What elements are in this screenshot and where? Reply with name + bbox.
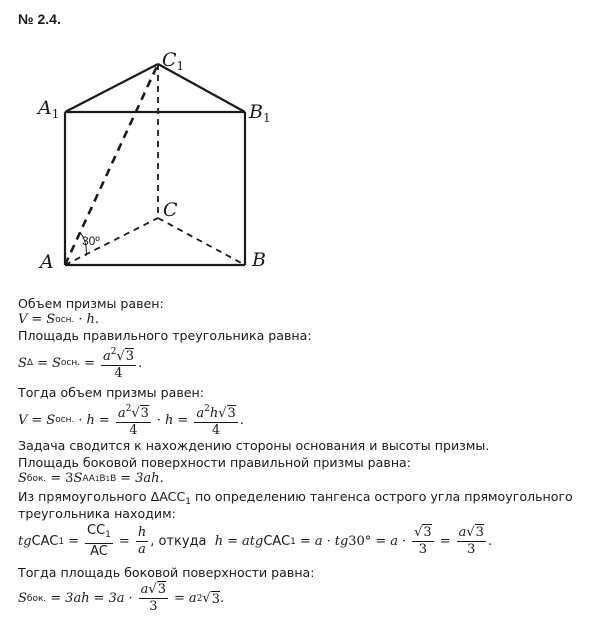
vertex-A-label: A <box>40 251 54 273</box>
edge-C-B <box>158 218 245 265</box>
text-line: Из прямоугольного $\Delta ACC_1$ по определению тангенса острого угла прямоугольного <box>18 489 573 507</box>
problem-number: № 2.4. <box>18 11 61 27</box>
formula-volume-expanded: V = S осн. · h = $\frac{a^2√3}{4}$ · h = $\frac{a^2h√3}{4}$ . <box>18 401 244 439</box>
vertex-B1-label: $B_1$ <box>249 101 271 125</box>
vertex-B-label: B <box>252 249 266 271</box>
vertex-A1-label: $A_1$ <box>38 97 60 121</box>
edge-C1-B1 <box>158 64 245 112</box>
formula-base-area: S Δ = S осн. = $\frac{a^2√3}{4}$ . <box>18 344 142 382</box>
text-line: Объем призмы равен: <box>18 296 164 311</box>
formula-volume: V = S осн. · h. <box>18 312 100 327</box>
formula-lateral-area: S бок. = 3 S AA1B1B = 3ah . <box>18 471 164 486</box>
diagonal-A-C1 <box>65 64 158 265</box>
vertex-C1-label: $C_1$ <box>162 49 185 73</box>
text-line: Тогда площадь боковой поверхности равна: <box>18 565 315 580</box>
formula-lateral-area-final: S бок. = 3ah = 3a · $\frac{a√3}{3}$ = a 2 √ 3 . <box>18 582 225 614</box>
edge-A-C <box>65 218 158 265</box>
text-line: Тогда объем призмы равен: <box>18 385 204 400</box>
vertex-C-label: C <box>163 199 178 221</box>
text-line: Площадь правильного треугольника равна: <box>18 328 312 343</box>
angle-label: 30º <box>82 234 100 248</box>
prism-figure <box>0 0 300 290</box>
text-line: треугольника находим: <box>18 506 176 521</box>
formula-tangent: tg CAC 1 = $\frac{CC_1}{AC}$ = $\frac{h}{a}$ , откуда h = a tg CAC 1 = a · tg 30° = a · $\frac{√3}{3}$ = $\frac{a√3}{3}$ . <box>18 523 493 559</box>
edge-A1-C1 <box>65 64 158 112</box>
text-line: Задача сводится к нахождению стороны основания и высоты призмы. <box>18 438 490 453</box>
text-line: Площадь боковой поверхности правильной призмы равна: <box>18 455 412 470</box>
